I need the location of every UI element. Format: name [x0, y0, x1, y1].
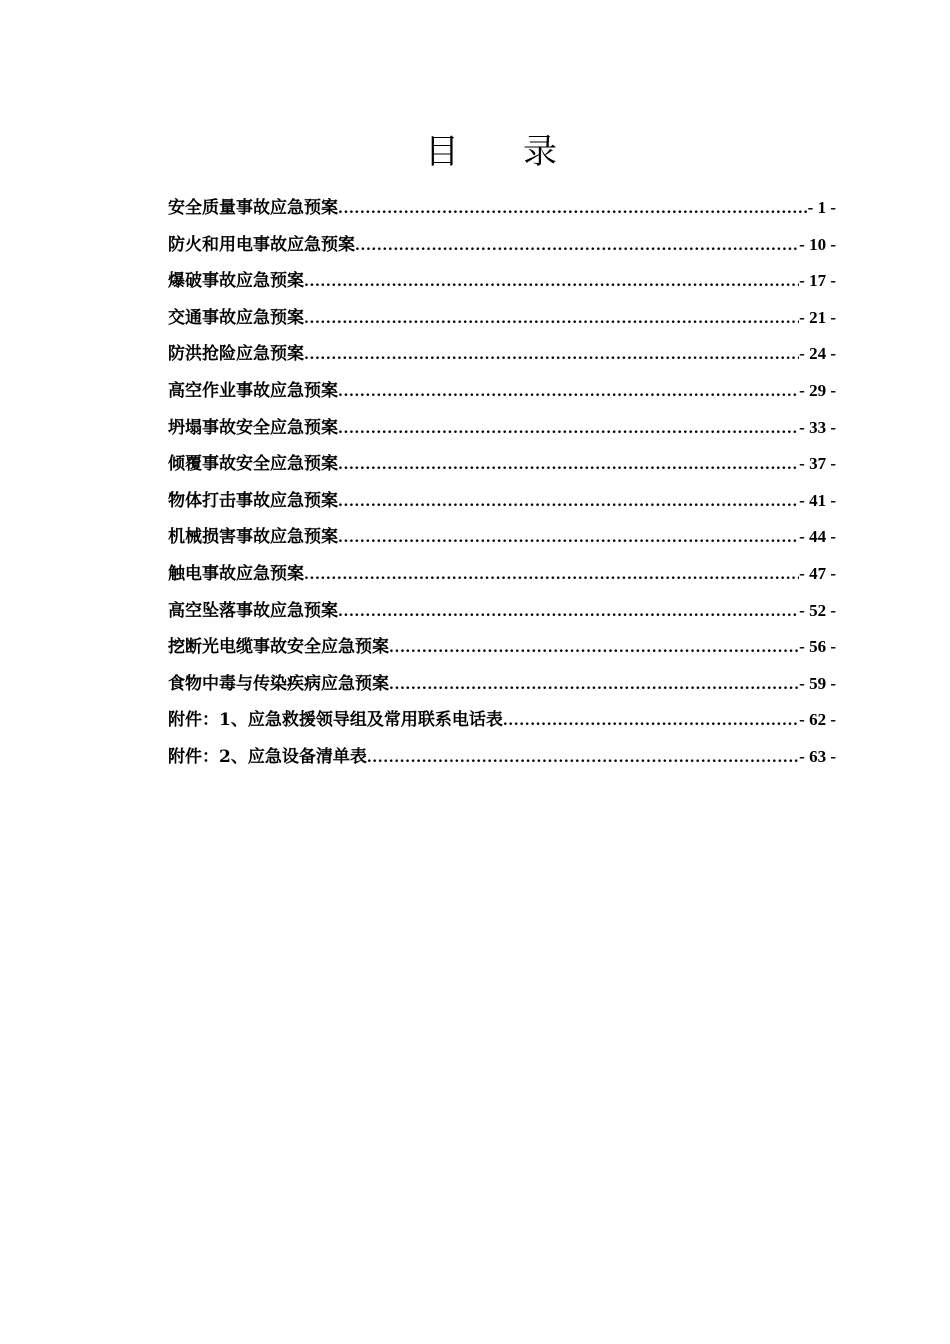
toc-dot-leader [389, 630, 799, 666]
toc-entry-page: - 33 - [799, 417, 836, 437]
toc-entry-page: - 37 - [799, 454, 836, 474]
toc-dot-leader [304, 301, 799, 337]
toc-entry-page: - 10 - [799, 234, 836, 254]
toc-entry-label: 高空作业事故应急预案 [168, 380, 338, 401]
toc-entry[interactable] [168, 446, 836, 483]
toc-entry[interactable] [168, 593, 836, 630]
toc-entry-page: - 52 - [799, 600, 836, 620]
toc-entry-label: 高空坠落事故应急预案 [168, 600, 338, 621]
toc-dot-leader [338, 594, 799, 630]
toc-entry-page: - 1 - [807, 198, 836, 217]
toc-entry-label: 交通事故应急预案 [168, 307, 304, 328]
toc-entry[interactable] [168, 556, 836, 593]
toc-dot-leader [338, 484, 799, 520]
toc-entry-label: 机械损害事故应急预案 [168, 527, 338, 548]
toc-entry-label: 倾覆事故安全应急预案 [168, 454, 338, 475]
toc-dot-leader [338, 374, 799, 410]
toc-dot-leader [367, 740, 799, 776]
toc-entry[interactable] [168, 300, 836, 337]
toc-entry[interactable] [168, 227, 836, 264]
toc-entry[interactable] [168, 190, 836, 227]
toc-entry[interactable] [168, 373, 836, 410]
toc-entry-label: 挖断光电缆事故安全应急预案 [168, 637, 389, 658]
toc-dot-leader [338, 411, 799, 447]
toc-entry[interactable] [168, 739, 836, 776]
toc-dot-leader [338, 191, 808, 227]
toc-entry-label: 爆破事故应急预案 [168, 271, 304, 292]
toc-entry-label: 附件：2、应急设备清单表 [168, 746, 367, 767]
toc-entry[interactable] [168, 263, 836, 300]
toc-dot-leader [304, 264, 799, 300]
toc-dot-leader [338, 520, 799, 556]
toc-dot-leader [304, 337, 799, 373]
toc-entry-label: 物体打击事故应急预案 [168, 490, 338, 511]
toc-entry[interactable] [168, 483, 836, 520]
toc-entry-label: 食物中毒与传染疾病应急预案 [168, 673, 389, 694]
toc-entry-label: 触电事故应急预案 [168, 563, 304, 584]
toc-entry-page: - 29 - [799, 380, 836, 400]
toc-entry[interactable] [168, 629, 836, 666]
toc-title: 目录 [425, 132, 621, 172]
toc-entry-page: - 41 - [799, 490, 836, 510]
toc-entry-page: - 44 - [799, 527, 836, 547]
toc-dot-leader [389, 667, 799, 703]
toc-entry-page: - 47 - [799, 563, 836, 583]
toc-entry-page: - 24 - [799, 344, 836, 364]
toc-entry[interactable] [168, 336, 836, 373]
toc-list [168, 190, 836, 776]
toc-entry[interactable] [168, 702, 836, 739]
toc-entry[interactable] [168, 519, 836, 556]
toc-entry-label: 防火和用电事故应急预案 [168, 234, 355, 255]
toc-entry-label: 坍塌事故安全应急预案 [168, 417, 338, 438]
toc-entry-page: - 59 - [799, 673, 836, 693]
toc-entry-page: - 56 - [799, 637, 836, 657]
toc-entry[interactable] [168, 666, 836, 703]
toc-entry[interactable] [168, 410, 836, 447]
toc-entry-label: 安全质量事故应急预案 [168, 198, 338, 218]
toc-entry-page: - 62 - [799, 710, 836, 730]
toc-entry-label: 防洪抢险应急预案 [168, 344, 304, 365]
toc-entry-label: 附件：1、应急救援领导组及常用联系电话表 [168, 710, 503, 731]
toc-dot-leader [355, 228, 799, 264]
toc-dot-leader [503, 703, 799, 739]
toc-entry-page: - 21 - [799, 307, 836, 327]
toc-dot-leader [304, 557, 799, 593]
toc-entry-page: - 63 - [799, 746, 836, 766]
toc-entry-page: - 17 - [799, 271, 836, 291]
toc-dot-leader [338, 447, 799, 483]
